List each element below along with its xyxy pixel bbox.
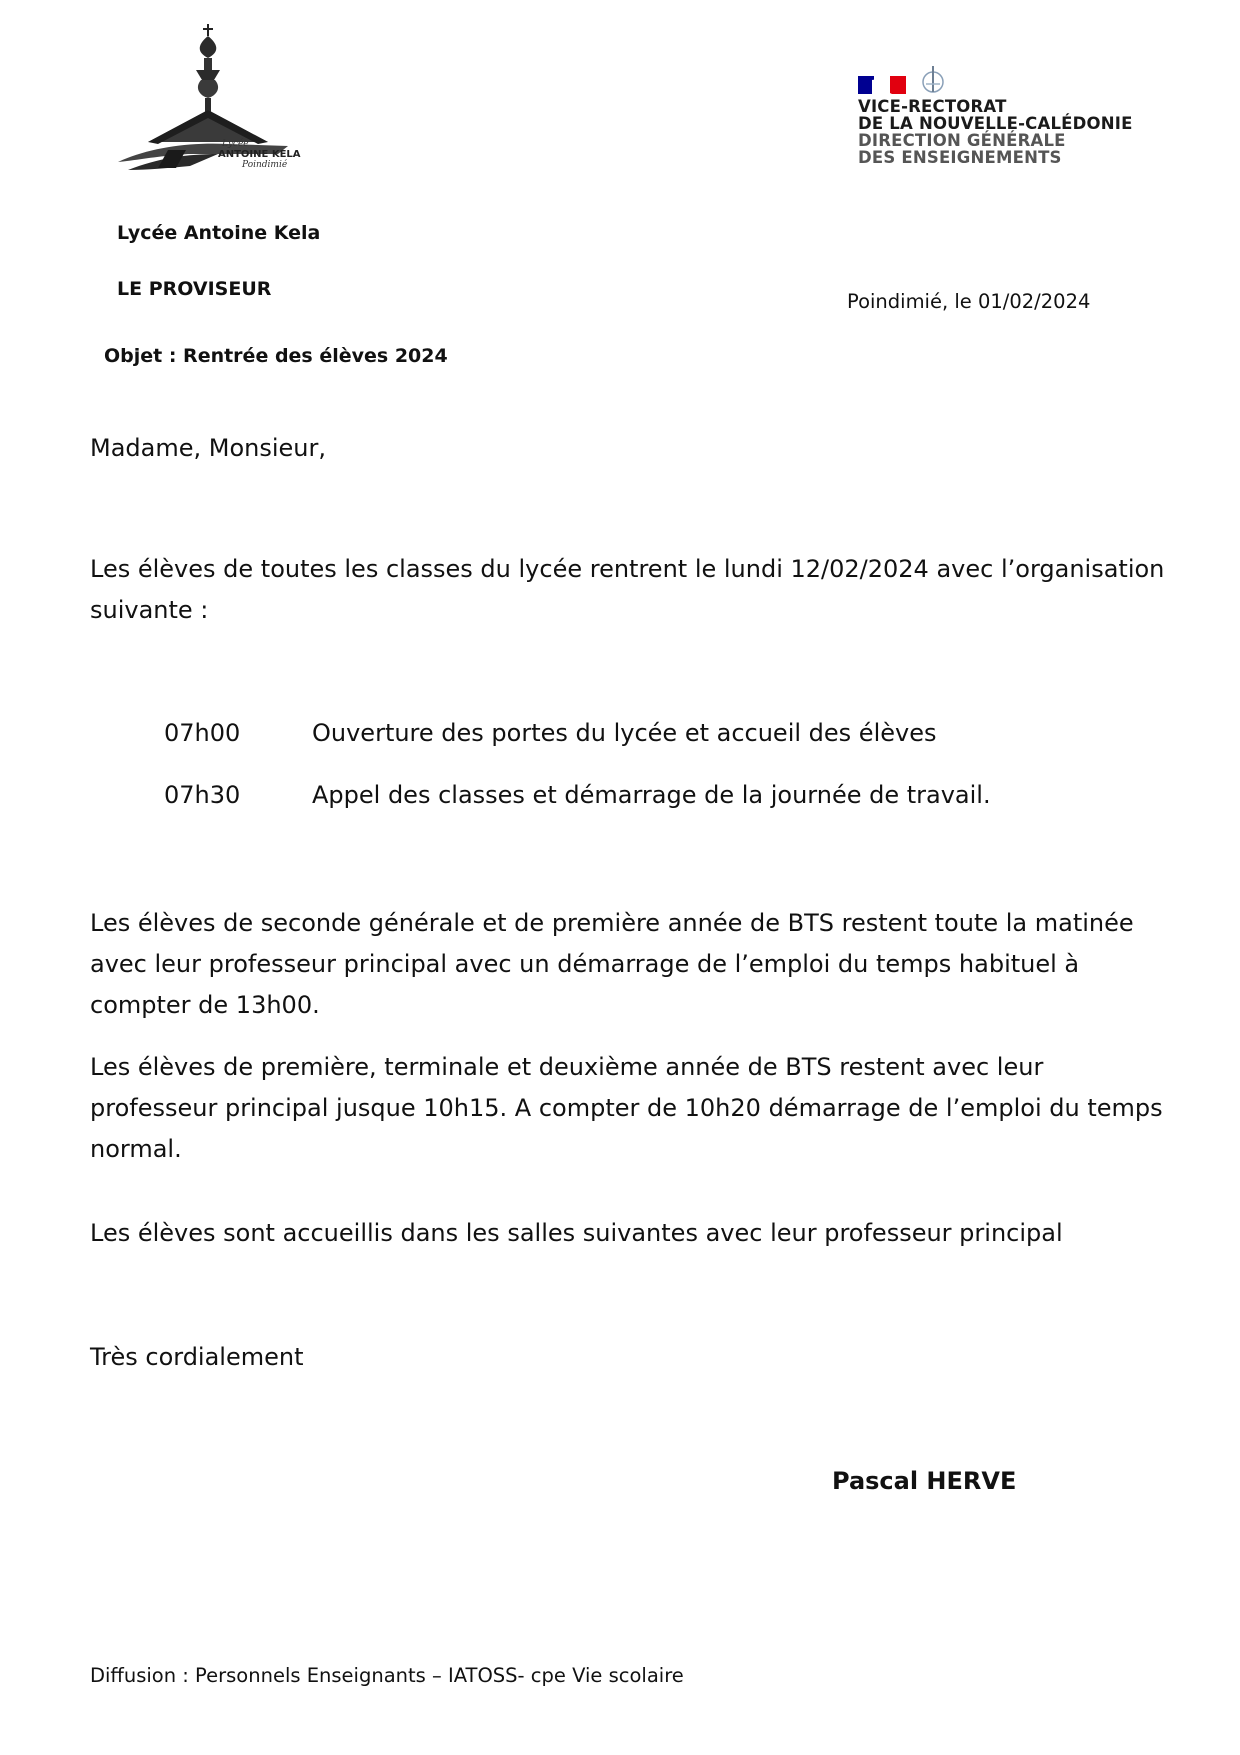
schedule-text-1: Ouverture des portes du lycée et accueil des élèves: [312, 719, 937, 747]
nouvelle-caledonie-emblem-icon: [920, 66, 946, 94]
logo-text-name: ANTOINE KELA: [218, 149, 301, 160]
salutation: Madame, Monsieur,: [90, 434, 327, 462]
gov-line-2: DE LA NOUVELLE-CALÉDONIE: [858, 114, 1133, 133]
place-date: Poindimié, le 01/02/2024: [847, 290, 1091, 313]
school-logo: [118, 22, 318, 182]
schedule-time-2: 07h30: [164, 781, 241, 809]
paragraph-premiere: Les élèves de première, terminale et deuxième année de BTS restent avec leur professeur principal jusque 10h15. A compter de 10h20 démarrage de l’emploi du temps normal.: [90, 1053, 1163, 1163]
gov-line-4: DES ENSEIGNEMENTS: [858, 148, 1062, 167]
sender-title: LE PROVISEUR: [117, 278, 272, 300]
gov-line-3: DIRECTION GÉNÉRALE: [858, 131, 1066, 150]
signature: Pascal HERVE: [832, 1467, 1017, 1495]
intro-paragraph: Les élèves de toutes les classes du lycée rentrent le lundi 12/02/2024 avec l’organisation suivante :: [90, 555, 1165, 624]
closing: Très cordialement: [90, 1343, 304, 1371]
logo-text-town: Poindimié: [242, 160, 288, 170]
vice-rectorat-logo: [858, 64, 1138, 174]
lycee-antoine-kela-logo-icon: [118, 22, 318, 182]
logo-text-lycee: Lycée: [222, 139, 249, 149]
schedule-time-1: 07h00: [164, 719, 241, 747]
schedule-text-2: Appel des classes et démarrage de la journée de travail.: [312, 781, 991, 809]
paragraph-seconde: Les élèves de seconde générale et de première année de BTS restent toute la matinée avec leur professeur principal avec un démarrage de l’emploi du temps habituel à compter de 13h00.: [90, 909, 1134, 1019]
french-flag-icon: [858, 76, 906, 94]
gov-line-1: VICE-RECTORAT: [858, 97, 1007, 116]
school-name: Lycée Antoine Kela: [117, 222, 321, 244]
subject-line: Objet : Rentrée des élèves 2024: [104, 345, 448, 367]
paragraph-salles: Les élèves sont accueillis dans les salles suivantes avec leur professeur principal: [90, 1219, 1063, 1247]
diffusion-footer: Diffusion : Personnels Enseignants – IATOSS- cpe Vie scolaire: [90, 1664, 684, 1687]
